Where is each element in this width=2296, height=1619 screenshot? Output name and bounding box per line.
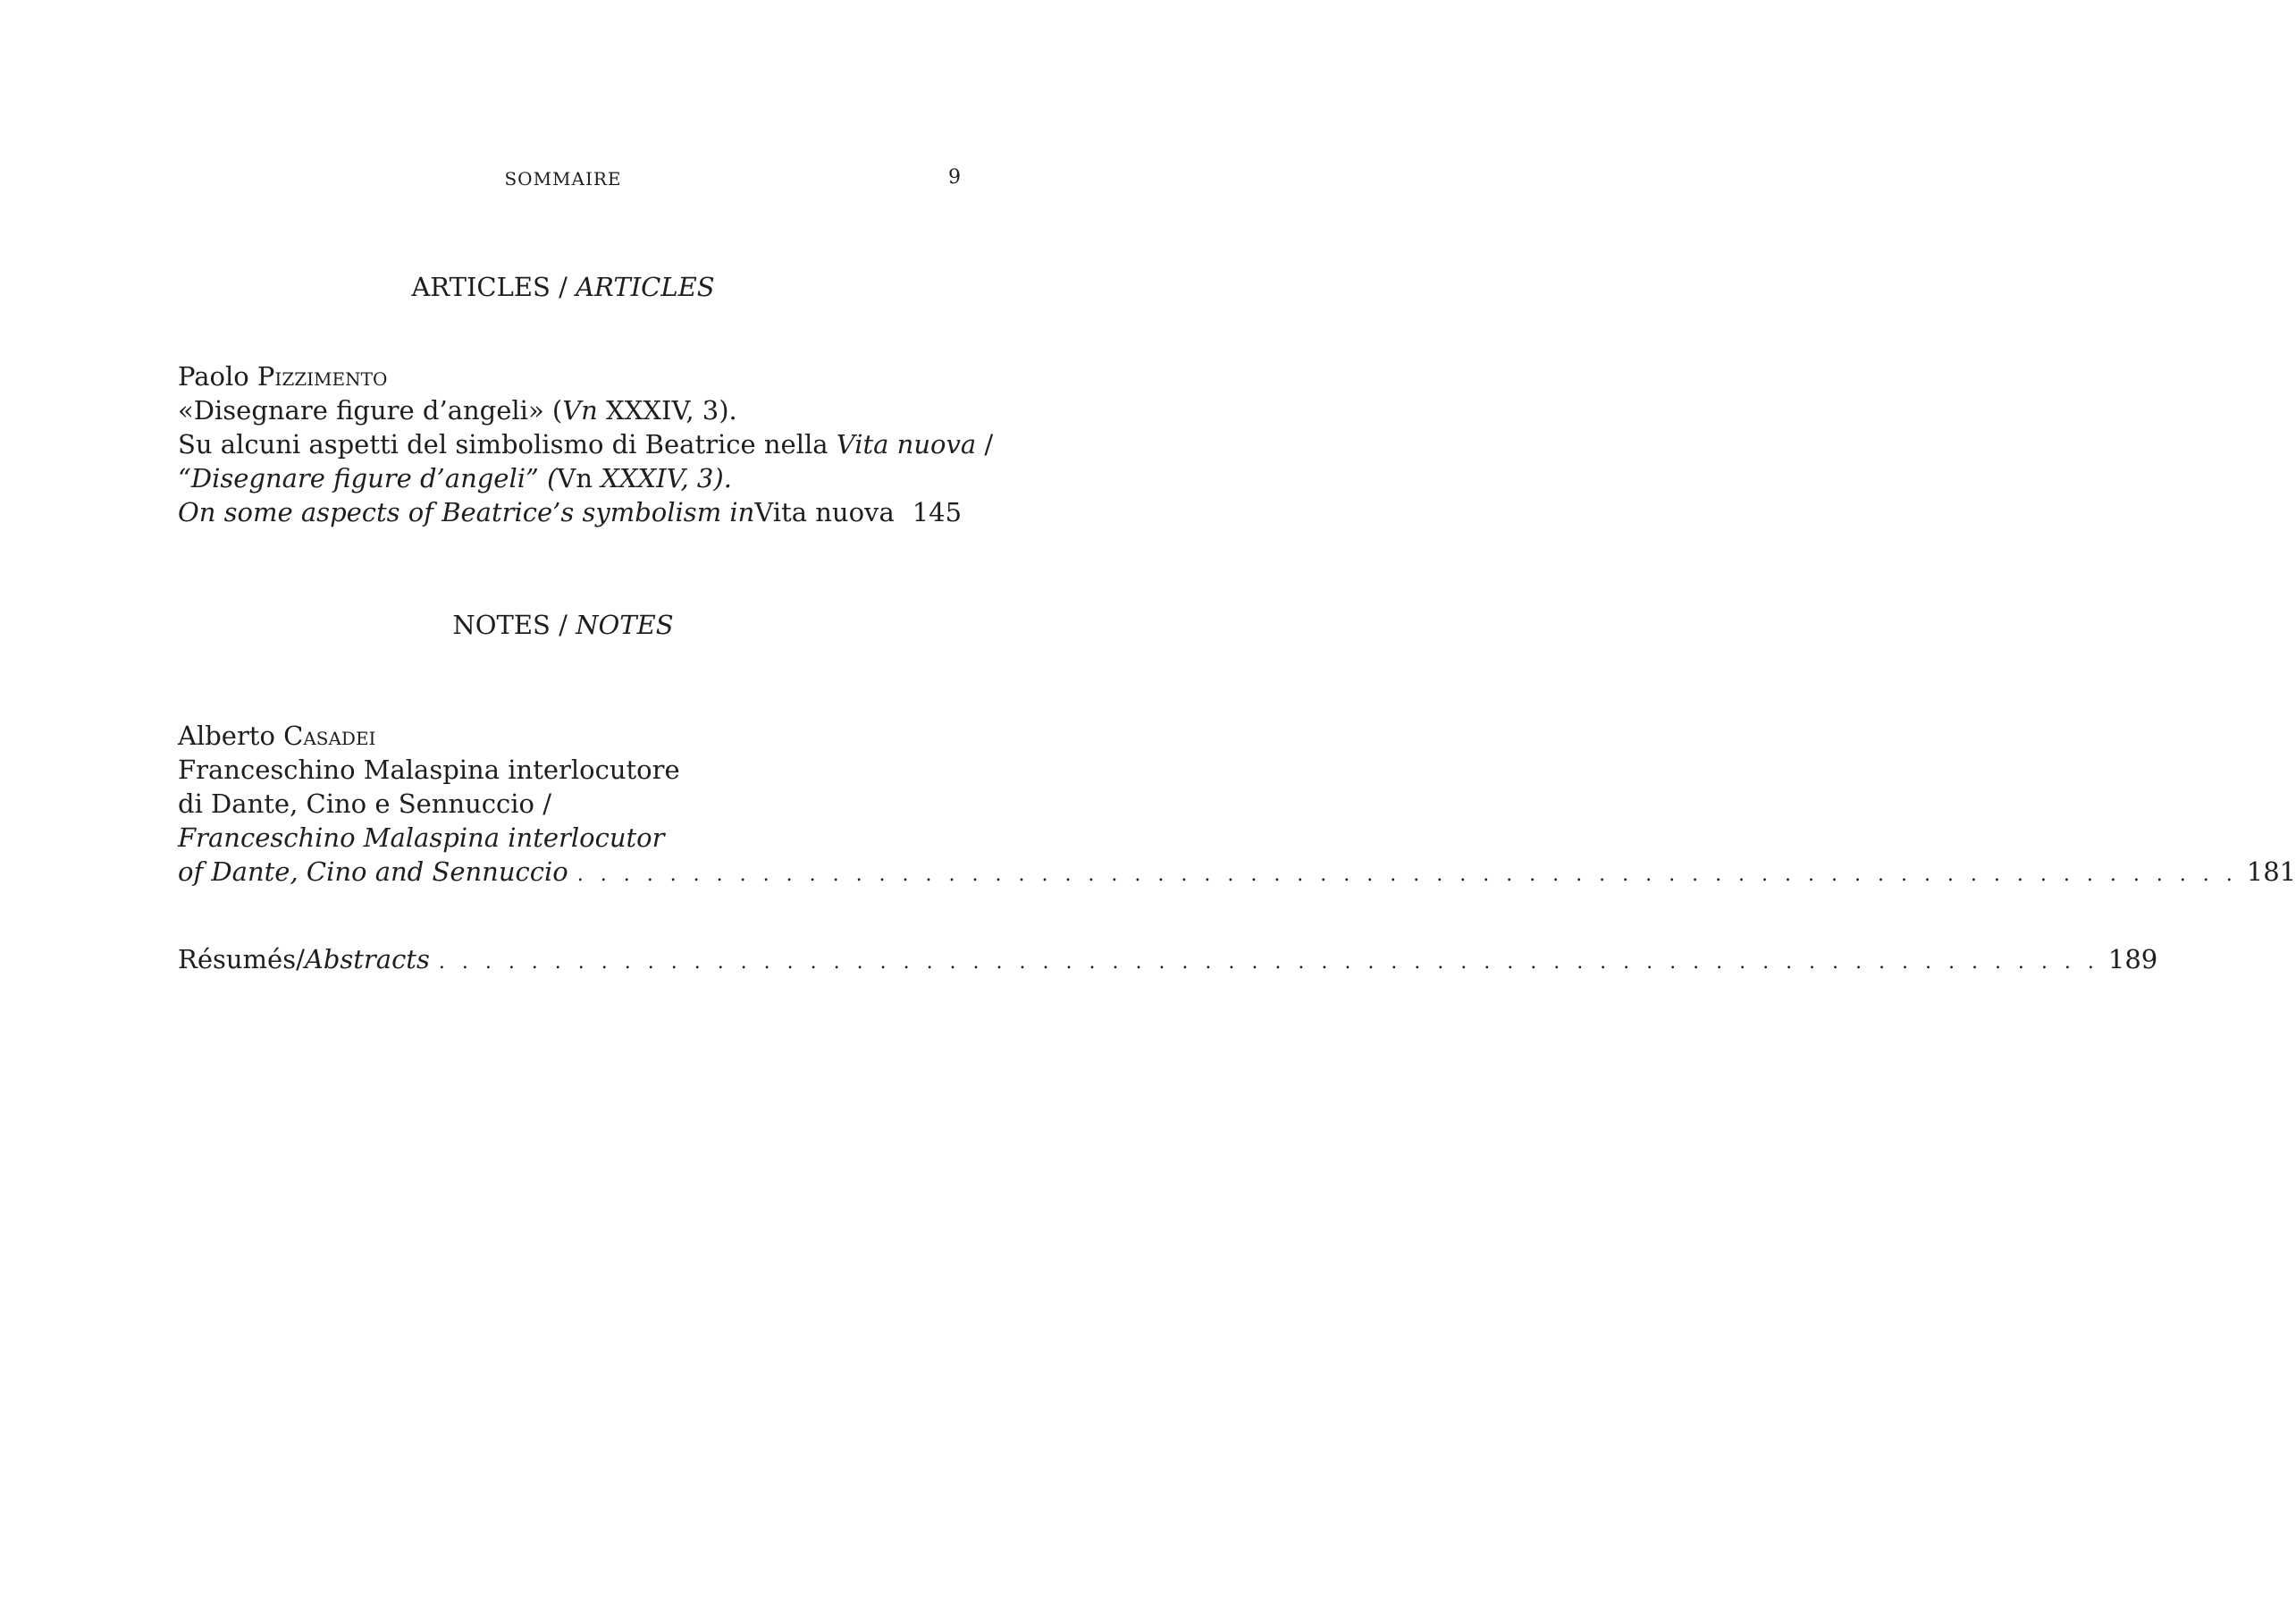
- abstracts-page-number: 189: [2107, 944, 2158, 974]
- author-first-name: Paolo: [178, 361, 257, 392]
- author-last-name: Casadei: [283, 721, 376, 751]
- notes-heading-roman: NOTES /: [452, 610, 576, 640]
- abstracts-label-italic: Abstracts: [304, 944, 430, 974]
- title-text: /: [976, 429, 994, 460]
- title-text: of Dante, Cino and Sennuccio: [178, 856, 568, 887]
- title-abbrev: Vn: [557, 463, 593, 493]
- article-author: [178, 359, 960, 393]
- title-text: XXXIV, 3).: [597, 395, 737, 426]
- title-text: Su alcuni aspetti del simbolismo di Beatrice nella: [178, 429, 837, 460]
- note-title-line-2: di Dante, Cino e Sennuccio /: [178, 788, 551, 819]
- articles-heading: [0, 272, 1126, 302]
- notes-heading-italic: NOTES: [576, 610, 674, 640]
- abstracts-label-roman: Résumés/: [178, 944, 305, 974]
- title-text: «Disegnare figure d’angeli» (: [178, 395, 563, 426]
- title-text: On some aspects of Beatrice’s symbolism in: [178, 497, 755, 527]
- title-work: Vita nuova: [754, 497, 895, 527]
- note-entry[interactable]: [178, 719, 2296, 892]
- author-first-name: Alberto: [178, 721, 284, 751]
- article-title-line-1: [178, 393, 960, 427]
- article-title-line-4: [178, 495, 963, 533]
- articles-heading-roman: ARTICLES /: [411, 272, 576, 302]
- page-number: 9: [948, 166, 961, 189]
- articles-heading-italic: ARTICLES: [576, 272, 715, 302]
- abstracts-label: [178, 942, 430, 976]
- title-abbrev: Vn: [562, 395, 598, 426]
- note-title-line-4: [178, 855, 2296, 892]
- article-page-number: 145: [912, 497, 963, 527]
- dot-leader: . . . . . . . . . . . . . . . . . . . . . . . . . . . . . . . . . . . . . . . . . . . . . . . . . . . . . . . . . . . . . . . . . . . . . . . .: [576, 864, 2238, 886]
- note-title-line-3: Franceschino Malaspina interlocutor: [178, 822, 665, 853]
- article-title-line-3: [178, 461, 960, 495]
- title-text: XXXIV, 3).: [593, 463, 732, 493]
- note-title-line-1: Franceschino Malaspina interlocutore: [178, 755, 680, 785]
- notes-heading: [0, 610, 1126, 640]
- author-last-name: Pizzimento: [257, 361, 388, 392]
- title-text: “Disegnare figure d’angeli” (: [178, 463, 558, 493]
- abstracts-entry[interactable]: [178, 942, 2158, 980]
- running-title: SOMMAIRE: [504, 168, 622, 190]
- article-title-line-2: [178, 427, 994, 461]
- title-work: Vita nuova: [836, 429, 977, 460]
- note-author: [178, 719, 960, 753]
- article-entry[interactable]: [178, 359, 994, 533]
- note-page-number: 181: [2246, 856, 2296, 887]
- abstracts-line: [178, 942, 2158, 980]
- dot-leader: . . . . . . . . . . . . . . . . . . . . . . . . . . . . . . . . . . . . . . . . . . . . . . . . . . . . . . . . . . . . . . . . . . . . . . . .: [438, 951, 2099, 974]
